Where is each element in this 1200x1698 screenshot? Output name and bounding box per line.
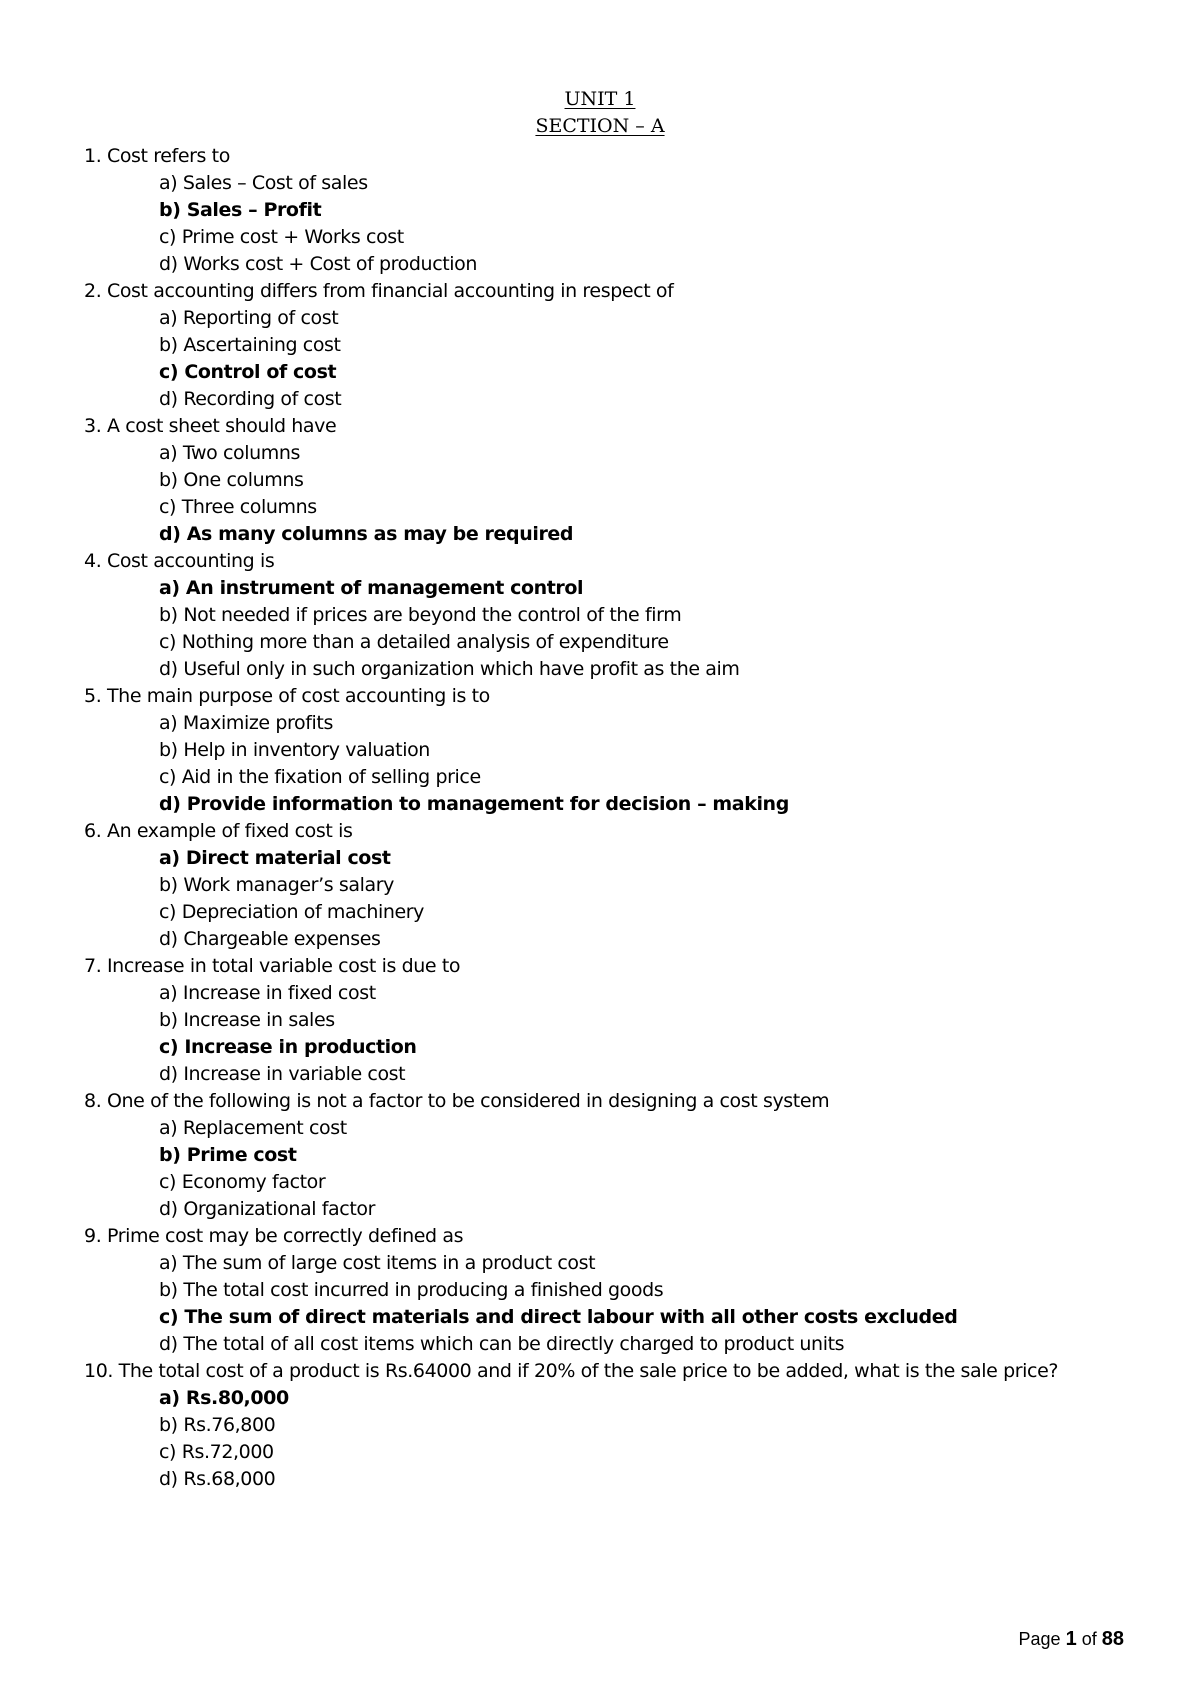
question-block — [84, 683, 1124, 818]
option-a: a) Replacement cost — [159, 1117, 347, 1139]
option-c: c) Economy factor — [159, 1171, 326, 1193]
question-text: 5. The main purpose of cost accounting is to — [84, 685, 490, 707]
option-b: b) Prime cost — [159, 1144, 297, 1166]
question-block — [84, 548, 1124, 683]
question-block — [84, 953, 1124, 1088]
option-c: c) Increase in production — [159, 1036, 417, 1058]
option-d: d) Organizational factor — [159, 1198, 376, 1220]
question-block — [84, 1223, 1124, 1358]
question-text: 7. Increase in total variable cost is due to — [84, 955, 461, 977]
question-block — [84, 818, 1124, 953]
of-word: of — [1081, 1629, 1097, 1649]
option-c: c) Depreciation of machinery — [159, 901, 425, 923]
option-b: b) Help in inventory valuation — [159, 739, 430, 761]
page-number: 1 — [1065, 1628, 1077, 1650]
option-d: d) As many columns as may be required — [159, 523, 574, 545]
option-a: a) Maximize profits — [159, 712, 333, 734]
section-heading: SECTION – A — [535, 115, 665, 137]
question-block — [84, 1358, 1124, 1493]
question-text: 3. A cost sheet should have — [84, 415, 337, 437]
page-footer — [1019, 1628, 1124, 1651]
option-b: b) Increase in sales — [159, 1009, 335, 1031]
option-a: a) Reporting of cost — [159, 307, 339, 329]
question-text: 10. The total cost of a product is Rs.64000 and if 20% of the sale price to be added, what is the sale price? — [84, 1360, 1059, 1382]
option-d: d) Chargeable expenses — [159, 928, 381, 950]
option-b: b) Work manager’s salary — [159, 874, 394, 896]
option-a: a) Increase in fixed cost — [159, 982, 376, 1004]
option-c: c) Control of cost — [159, 361, 337, 383]
option-c: c) Aid in the fixation of selling price — [159, 766, 481, 788]
option-c: c) Three columns — [159, 496, 317, 518]
option-b: b) Not needed if prices are beyond the control of the firm — [159, 604, 682, 626]
question-block — [84, 413, 1124, 548]
option-a: a) Direct material cost — [159, 847, 391, 869]
question-block — [84, 1088, 1124, 1223]
option-c: c) Rs.72,000 — [159, 1441, 274, 1463]
option-b: b) Rs.76,800 — [159, 1414, 276, 1436]
question-block — [84, 143, 1124, 278]
question-text: 4. Cost accounting is — [84, 550, 275, 572]
question-text: 1. Cost refers to — [84, 145, 230, 167]
option-d: d) Works cost + Cost of production — [159, 253, 478, 275]
option-a: a) An instrument of management control — [159, 577, 584, 599]
page-word: Page — [1018, 1629, 1061, 1649]
option-a: a) Two columns — [159, 442, 301, 464]
option-d: d) Provide information to management for decision – making — [159, 793, 789, 815]
option-a: a) Sales – Cost of sales — [159, 172, 368, 194]
question-text: 9. Prime cost may be correctly defined as — [84, 1225, 464, 1247]
option-d: d) The total of all cost items which can be directly charged to product units — [159, 1333, 845, 1355]
option-c: c) Prime cost + Works cost — [159, 226, 404, 248]
question-text: 8. One of the following is not a factor to be considered in designing a cost system — [84, 1090, 830, 1112]
question-block — [84, 278, 1124, 413]
unit-heading: UNIT 1 — [564, 88, 636, 110]
option-d: d) Increase in variable cost — [159, 1063, 406, 1085]
question-list — [84, 143, 1124, 1493]
option-d: d) Recording of cost — [159, 388, 342, 410]
option-b: b) Sales – Profit — [159, 199, 322, 221]
option-a: a) The sum of large cost items in a product cost — [159, 1252, 596, 1274]
question-text: 2. Cost accounting differs from financial accounting in respect of — [84, 280, 674, 302]
option-d: d) Rs.68,000 — [159, 1468, 276, 1490]
option-c: c) The sum of direct materials and direct labour with all other costs excluded — [159, 1306, 958, 1328]
option-d: d) Useful only in such organization which have profit as the aim — [159, 658, 740, 680]
option-b: b) Ascertaining cost — [159, 334, 341, 356]
question-text: 6. An example of fixed cost is — [84, 820, 353, 842]
option-b: b) The total cost incurred in producing a finished goods — [159, 1279, 664, 1301]
total-pages: 88 — [1101, 1628, 1124, 1650]
option-c: c) Nothing more than a detailed analysis of expenditure — [159, 631, 669, 653]
option-a: a) Rs.80,000 — [159, 1387, 289, 1409]
option-b: b) One columns — [159, 469, 304, 491]
